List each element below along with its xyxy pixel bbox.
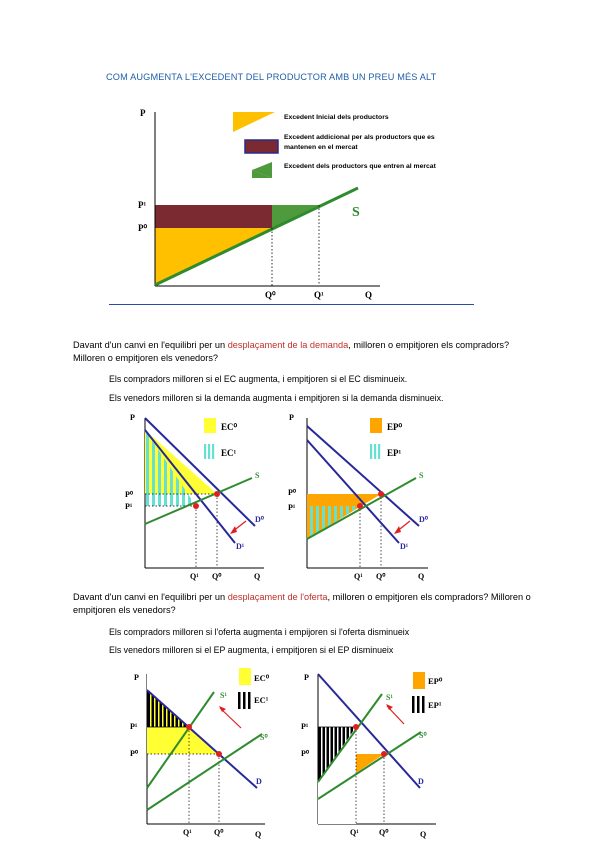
svg-text:Q: Q (418, 572, 425, 581)
svg-text:Q: Q (255, 830, 262, 839)
svg-text:P: P (304, 673, 309, 682)
producer-surplus-supply-chart (296, 664, 456, 842)
svg-text:P: P (134, 673, 139, 682)
svg-text:D¹: D¹ (236, 542, 245, 551)
legend-ec0-swatch (239, 668, 251, 685)
q1-label: Q¹ (314, 290, 324, 300)
demand-shift-highlight: desplaçament de la demanda (227, 340, 349, 350)
svg-text:S: S (255, 471, 260, 480)
producer-surplus-demand-chart (286, 408, 446, 586)
legend-ep1: EP¹ (387, 448, 402, 458)
legend-maroon-swatch (245, 140, 278, 153)
p0-label: P⁰ (138, 223, 148, 233)
svg-text:S⁰: S⁰ (419, 731, 427, 740)
p-axis-label: P (140, 108, 146, 118)
svg-text:EC¹: EC¹ (254, 695, 269, 705)
q-axis-label: Q (365, 290, 373, 300)
producer-surplus-chart (100, 100, 490, 310)
svg-text:P⁰: P⁰ (301, 749, 310, 758)
svg-text:Q⁰: Q⁰ (379, 828, 389, 837)
buyers-supply-rule: Els compradors milloren si l'oferta augmenta i empijoren si l'oferta disminueix (109, 627, 410, 637)
svg-text:S¹: S¹ (220, 691, 227, 700)
legend-entrants: Excedent dels productors que entren al mercat (284, 163, 436, 170)
s-label: S (352, 205, 360, 220)
legend-ep0-swatch (413, 672, 425, 689)
svg-text:P¹: P¹ (130, 722, 138, 731)
buyers-rule: Els compradors milloren si el EC augmenta, i empitjoren si el EC disminueix. (109, 374, 408, 384)
svg-text:S¹: S¹ (386, 693, 393, 702)
legend-ep0: EP⁰ (387, 422, 403, 432)
svg-text:EP⁰: EP⁰ (428, 676, 443, 686)
legend-additional-1: Excedent addicional per als productors que es (284, 134, 435, 141)
svg-text:Q¹: Q¹ (190, 572, 199, 581)
p1-label: P¹ (138, 200, 147, 210)
additional-surplus-area (155, 205, 272, 228)
svg-text:D: D (418, 777, 424, 786)
legend-yellow-swatch (233, 112, 275, 132)
svg-text:P⁰: P⁰ (125, 490, 134, 499)
svg-text:S⁰: S⁰ (260, 733, 268, 742)
legend-ec0: EC⁰ (221, 422, 238, 432)
page-title: COM AUGMENTA L'EXCEDENT DEL PRODUCTOR AMB UN PREU MÉS ALT (106, 72, 437, 82)
svg-text:Q: Q (254, 572, 261, 581)
legend-ec1: EC¹ (221, 448, 237, 458)
svg-text:D¹: D¹ (400, 542, 409, 551)
sellers-ep-rule: Els venedors milloren si el EP augmenta, i empitjoren si el EP disminueix (109, 645, 394, 655)
svg-text:EP¹: EP¹ (428, 700, 442, 710)
ec1-area (145, 430, 196, 506)
supply-shift-highlight: desplaçament de l'oferta (227, 592, 328, 602)
svg-text:S: S (419, 471, 424, 480)
legend-additional-2: mantenen en el mercat (284, 144, 358, 151)
svg-text:D: D (256, 777, 262, 786)
svg-text:P⁰: P⁰ (288, 488, 297, 497)
svg-text:Q: Q (420, 830, 427, 839)
consumer-surplus-supply-chart (122, 664, 282, 842)
svg-text:Q⁰: Q⁰ (376, 572, 386, 581)
consumer-surplus-demand-chart (122, 408, 282, 586)
svg-text:P: P (289, 413, 294, 422)
svg-text:EC⁰: EC⁰ (254, 673, 270, 683)
divider (109, 304, 474, 305)
svg-text:P¹: P¹ (301, 722, 309, 731)
svg-text:D⁰: D⁰ (255, 515, 264, 524)
svg-text:P¹: P¹ (125, 502, 133, 511)
svg-text:Q¹: Q¹ (183, 828, 192, 837)
question-supply: Davant d'un canvi en l'equilibri per un desplaçament de l'oferta, milloren o empitjoren els compradors? Milloren o empitjoren els venedors? (73, 592, 531, 615)
svg-text:Q⁰: Q⁰ (212, 572, 222, 581)
legend-ec0-swatch (204, 418, 216, 433)
legend-initial: Excedent Inicial dels productors (284, 114, 389, 121)
q0-label: Q⁰ (265, 290, 276, 300)
svg-text:Q¹: Q¹ (350, 828, 359, 837)
svg-text:P¹: P¹ (288, 503, 296, 512)
svg-text:D⁰: D⁰ (419, 515, 428, 524)
question-demand: Davant d'un canvi en l'equilibri per un desplaçament de la demanda, milloren o empitjoren els compradors? Milloren o empitjoren els venedors? (73, 340, 510, 363)
legend-ep0-swatch (370, 418, 382, 433)
svg-text:Q¹: Q¹ (354, 572, 363, 581)
sellers-rule: Els venedors milloren si la demanda augmenta i empitjoren si la demanda disminueix. (109, 393, 444, 403)
svg-text:Q⁰: Q⁰ (214, 828, 224, 837)
svg-text:P⁰: P⁰ (130, 749, 139, 758)
svg-text:P: P (130, 413, 135, 422)
